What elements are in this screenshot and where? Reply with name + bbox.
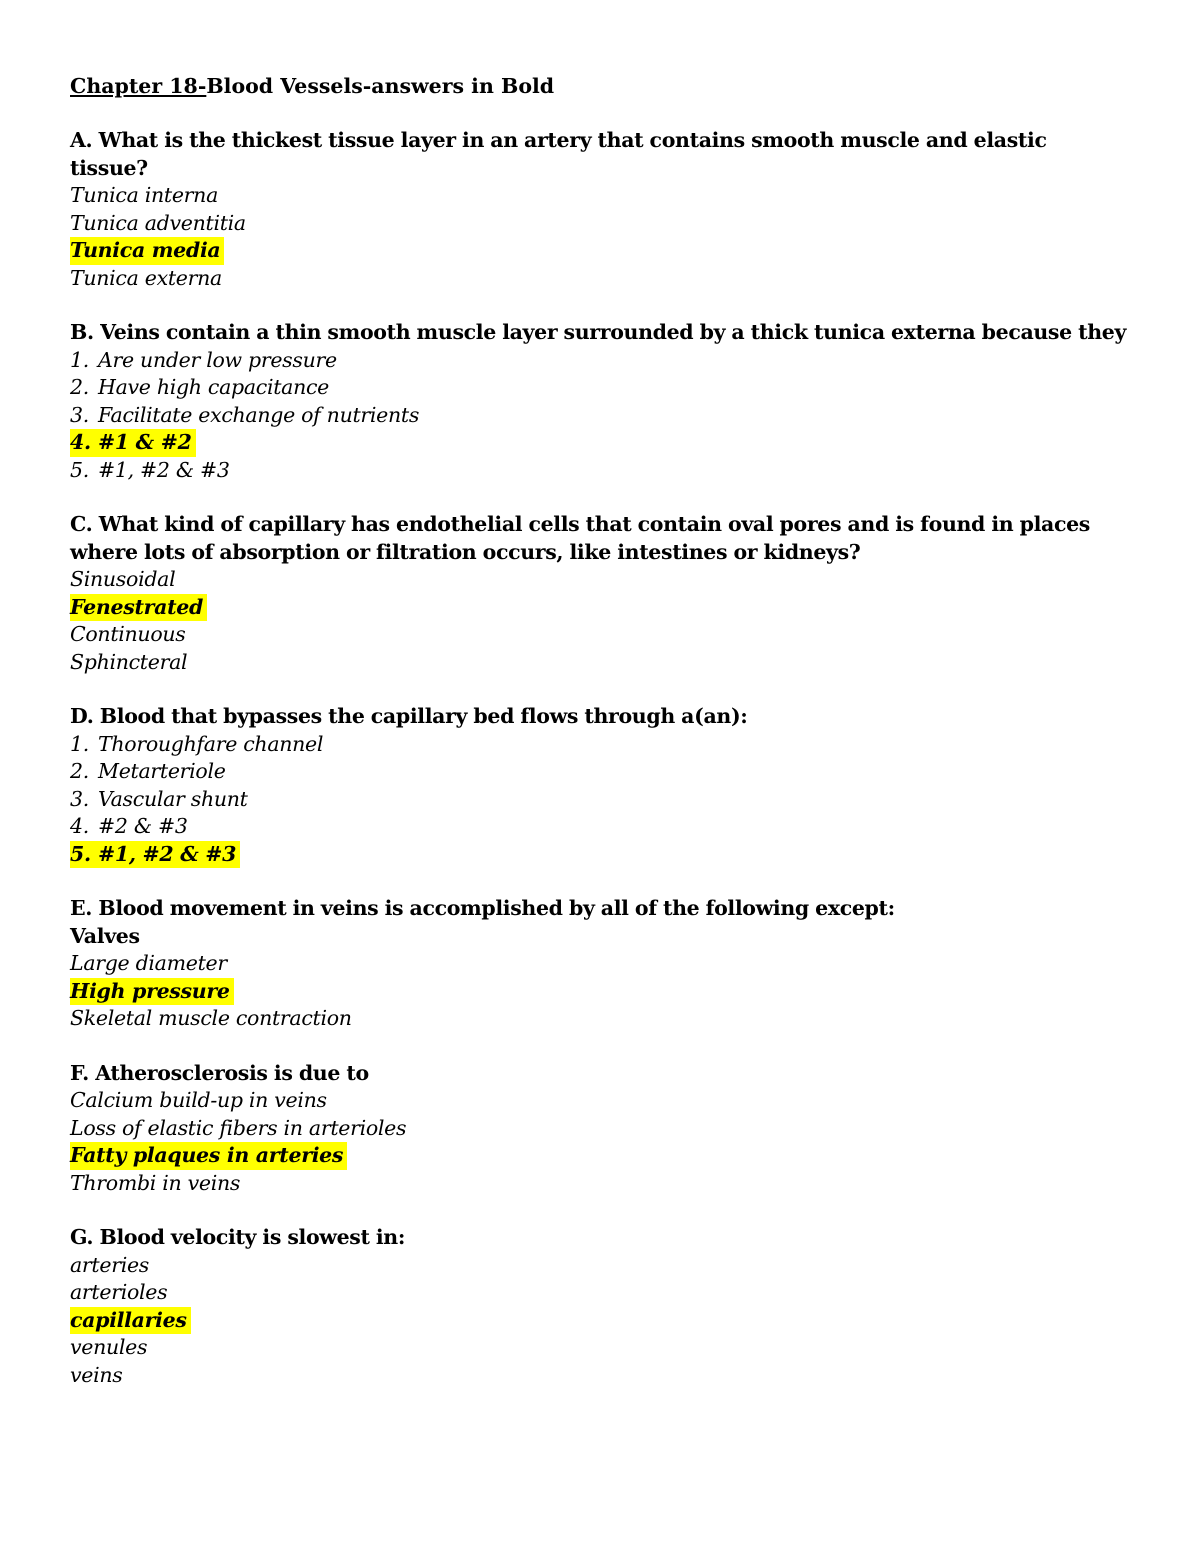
option-number: 5. <box>70 457 89 482</box>
answer-highlight <box>70 1142 347 1170</box>
question-text <box>70 127 1130 182</box>
answer-option <box>70 374 1130 402</box>
answer-option <box>70 649 1130 677</box>
answer-option <box>70 1252 1130 1280</box>
option-text: Have high capacitance <box>98 375 329 399</box>
question-text <box>70 895 1130 923</box>
option-text: Vascular shunt <box>98 786 248 811</box>
question-label: F. <box>70 1060 89 1085</box>
question-label: C. <box>70 512 93 536</box>
option-text: arterioles <box>70 1280 168 1304</box>
title-topic: Blood Vessels-answers in Bold <box>206 74 555 98</box>
option-number: 1. <box>70 347 89 372</box>
answer-option <box>70 1115 1130 1143</box>
question-block <box>70 1224 1130 1389</box>
option-text: Thrombi in veins <box>70 1170 241 1195</box>
question-label: G. <box>70 1225 94 1249</box>
question-prompt: Blood movement in veins is accomplished by all of the following except: <box>98 896 895 920</box>
option-text: Tunica interna <box>70 183 219 207</box>
option-text: Fatty plaques in arteries <box>70 1143 344 1167</box>
answer-option <box>70 347 1130 375</box>
question-prompt: What kind of capillary has endothelial cells that contain oval pores and is found in places where lots of absorption or filtration occurs, like intestines or kidneys? <box>70 512 1090 564</box>
option-text: Sinusoidal <box>70 567 176 591</box>
option-text: Sphincteral <box>70 649 188 674</box>
question-block <box>70 895 1130 1033</box>
option-text: Facilitate exchange of nutrients <box>98 402 420 427</box>
question-block <box>70 703 1130 868</box>
question-prompt: Veins contain a thin smooth muscle layer surrounded by a thick tunica externa because they <box>100 320 1127 344</box>
option-text: #1 & #2 <box>98 430 192 454</box>
option-text: Tunica media <box>70 238 221 262</box>
option-text: #2 & #3 <box>98 814 188 838</box>
answer-highlight <box>70 978 234 1006</box>
option-text: capillaries <box>70 1307 187 1332</box>
answer-highlight <box>70 237 224 265</box>
answer-highlight <box>70 429 196 457</box>
question-label: E. <box>70 896 93 920</box>
answer-option <box>70 731 1130 759</box>
question-text <box>70 319 1130 347</box>
option-number: 1. <box>70 731 89 756</box>
question-block <box>70 127 1130 292</box>
answer-option <box>70 1170 1130 1198</box>
option-number: 2. <box>70 375 89 399</box>
option-number: 2. <box>70 759 89 783</box>
answer-option-correct <box>70 841 1130 869</box>
option-text: Fenestrated <box>70 594 204 619</box>
answer-option <box>70 813 1130 841</box>
answer-option-correct <box>70 594 1130 622</box>
option-number: 4. <box>70 814 89 838</box>
answer-option <box>70 402 1130 430</box>
answer-option <box>70 758 1130 786</box>
answer-option-correct <box>70 429 1130 457</box>
question-text <box>70 703 1130 731</box>
option-text: Skeletal muscle contraction <box>70 1006 352 1030</box>
option-text: Tunica externa <box>70 265 222 290</box>
answer-option-correct <box>70 1142 1130 1170</box>
answer-option <box>70 566 1130 594</box>
option-text: Tunica adventitia <box>70 210 246 235</box>
answer-option <box>70 182 1130 210</box>
question-text <box>70 1060 1130 1088</box>
question-list <box>70 127 1130 1389</box>
question-text <box>70 511 1130 566</box>
option-text: Continuous <box>70 622 186 646</box>
answer-highlight <box>70 841 240 869</box>
option-text: veins <box>70 1362 123 1387</box>
option-text: #1, #2 & #3 <box>98 841 237 866</box>
title-chapter: Chapter 18- <box>70 74 207 98</box>
answer-option <box>70 786 1130 814</box>
question-label: B. <box>70 320 94 344</box>
option-text: High pressure <box>70 978 230 1003</box>
answer-option-correct <box>70 237 1130 265</box>
answer-option <box>70 1362 1130 1390</box>
question-block <box>70 319 1130 484</box>
question-label: A. <box>70 128 93 152</box>
option-number: 3. <box>70 402 89 427</box>
question-text <box>70 1224 1130 1252</box>
option-number: 5. <box>70 841 91 866</box>
option-text: venules <box>70 1335 148 1359</box>
answer-option <box>70 1087 1130 1115</box>
question-label: D. <box>70 704 94 728</box>
option-number: 4. <box>70 430 91 454</box>
question-block <box>70 511 1130 676</box>
question-prompt: What is the thickest tissue layer in an artery that contains smooth muscle and elastic tissue? <box>70 128 1047 180</box>
answer-option <box>70 621 1130 649</box>
question-prompt: Blood that bypasses the capillary bed flows through a(an): <box>99 704 748 728</box>
option-text: Large diameter <box>70 951 227 975</box>
option-text: Thoroughfare channel <box>98 731 324 756</box>
option-text: Loss of elastic fibers in arterioles <box>70 1115 407 1140</box>
question-prompt: Blood velocity is slowest in: <box>99 1225 406 1249</box>
option-text: #1, #2 & #3 <box>98 457 230 482</box>
option-text: Valves <box>70 923 140 948</box>
question-prompt: Atherosclerosis is due to <box>95 1060 369 1085</box>
option-text: Are under low pressure <box>98 347 337 372</box>
option-text: Metarteriole <box>98 759 226 783</box>
answer-option-correct <box>70 978 1130 1006</box>
answer-option <box>70 265 1130 293</box>
answer-option <box>70 1334 1130 1362</box>
answer-highlight <box>70 594 207 622</box>
answer-option <box>70 950 1130 978</box>
option-number: 3. <box>70 786 89 811</box>
answer-option <box>70 1005 1130 1033</box>
answer-option <box>70 457 1130 485</box>
answer-option <box>70 1279 1130 1307</box>
answer-option-correct <box>70 1307 1130 1335</box>
question-block <box>70 1060 1130 1198</box>
answer-option <box>70 210 1130 238</box>
answer-option <box>70 923 1130 951</box>
answer-highlight <box>70 1307 191 1335</box>
document-title <box>70 72 1130 100</box>
option-text: Calcium build-up in veins <box>70 1088 327 1112</box>
option-text: arteries <box>70 1252 149 1277</box>
